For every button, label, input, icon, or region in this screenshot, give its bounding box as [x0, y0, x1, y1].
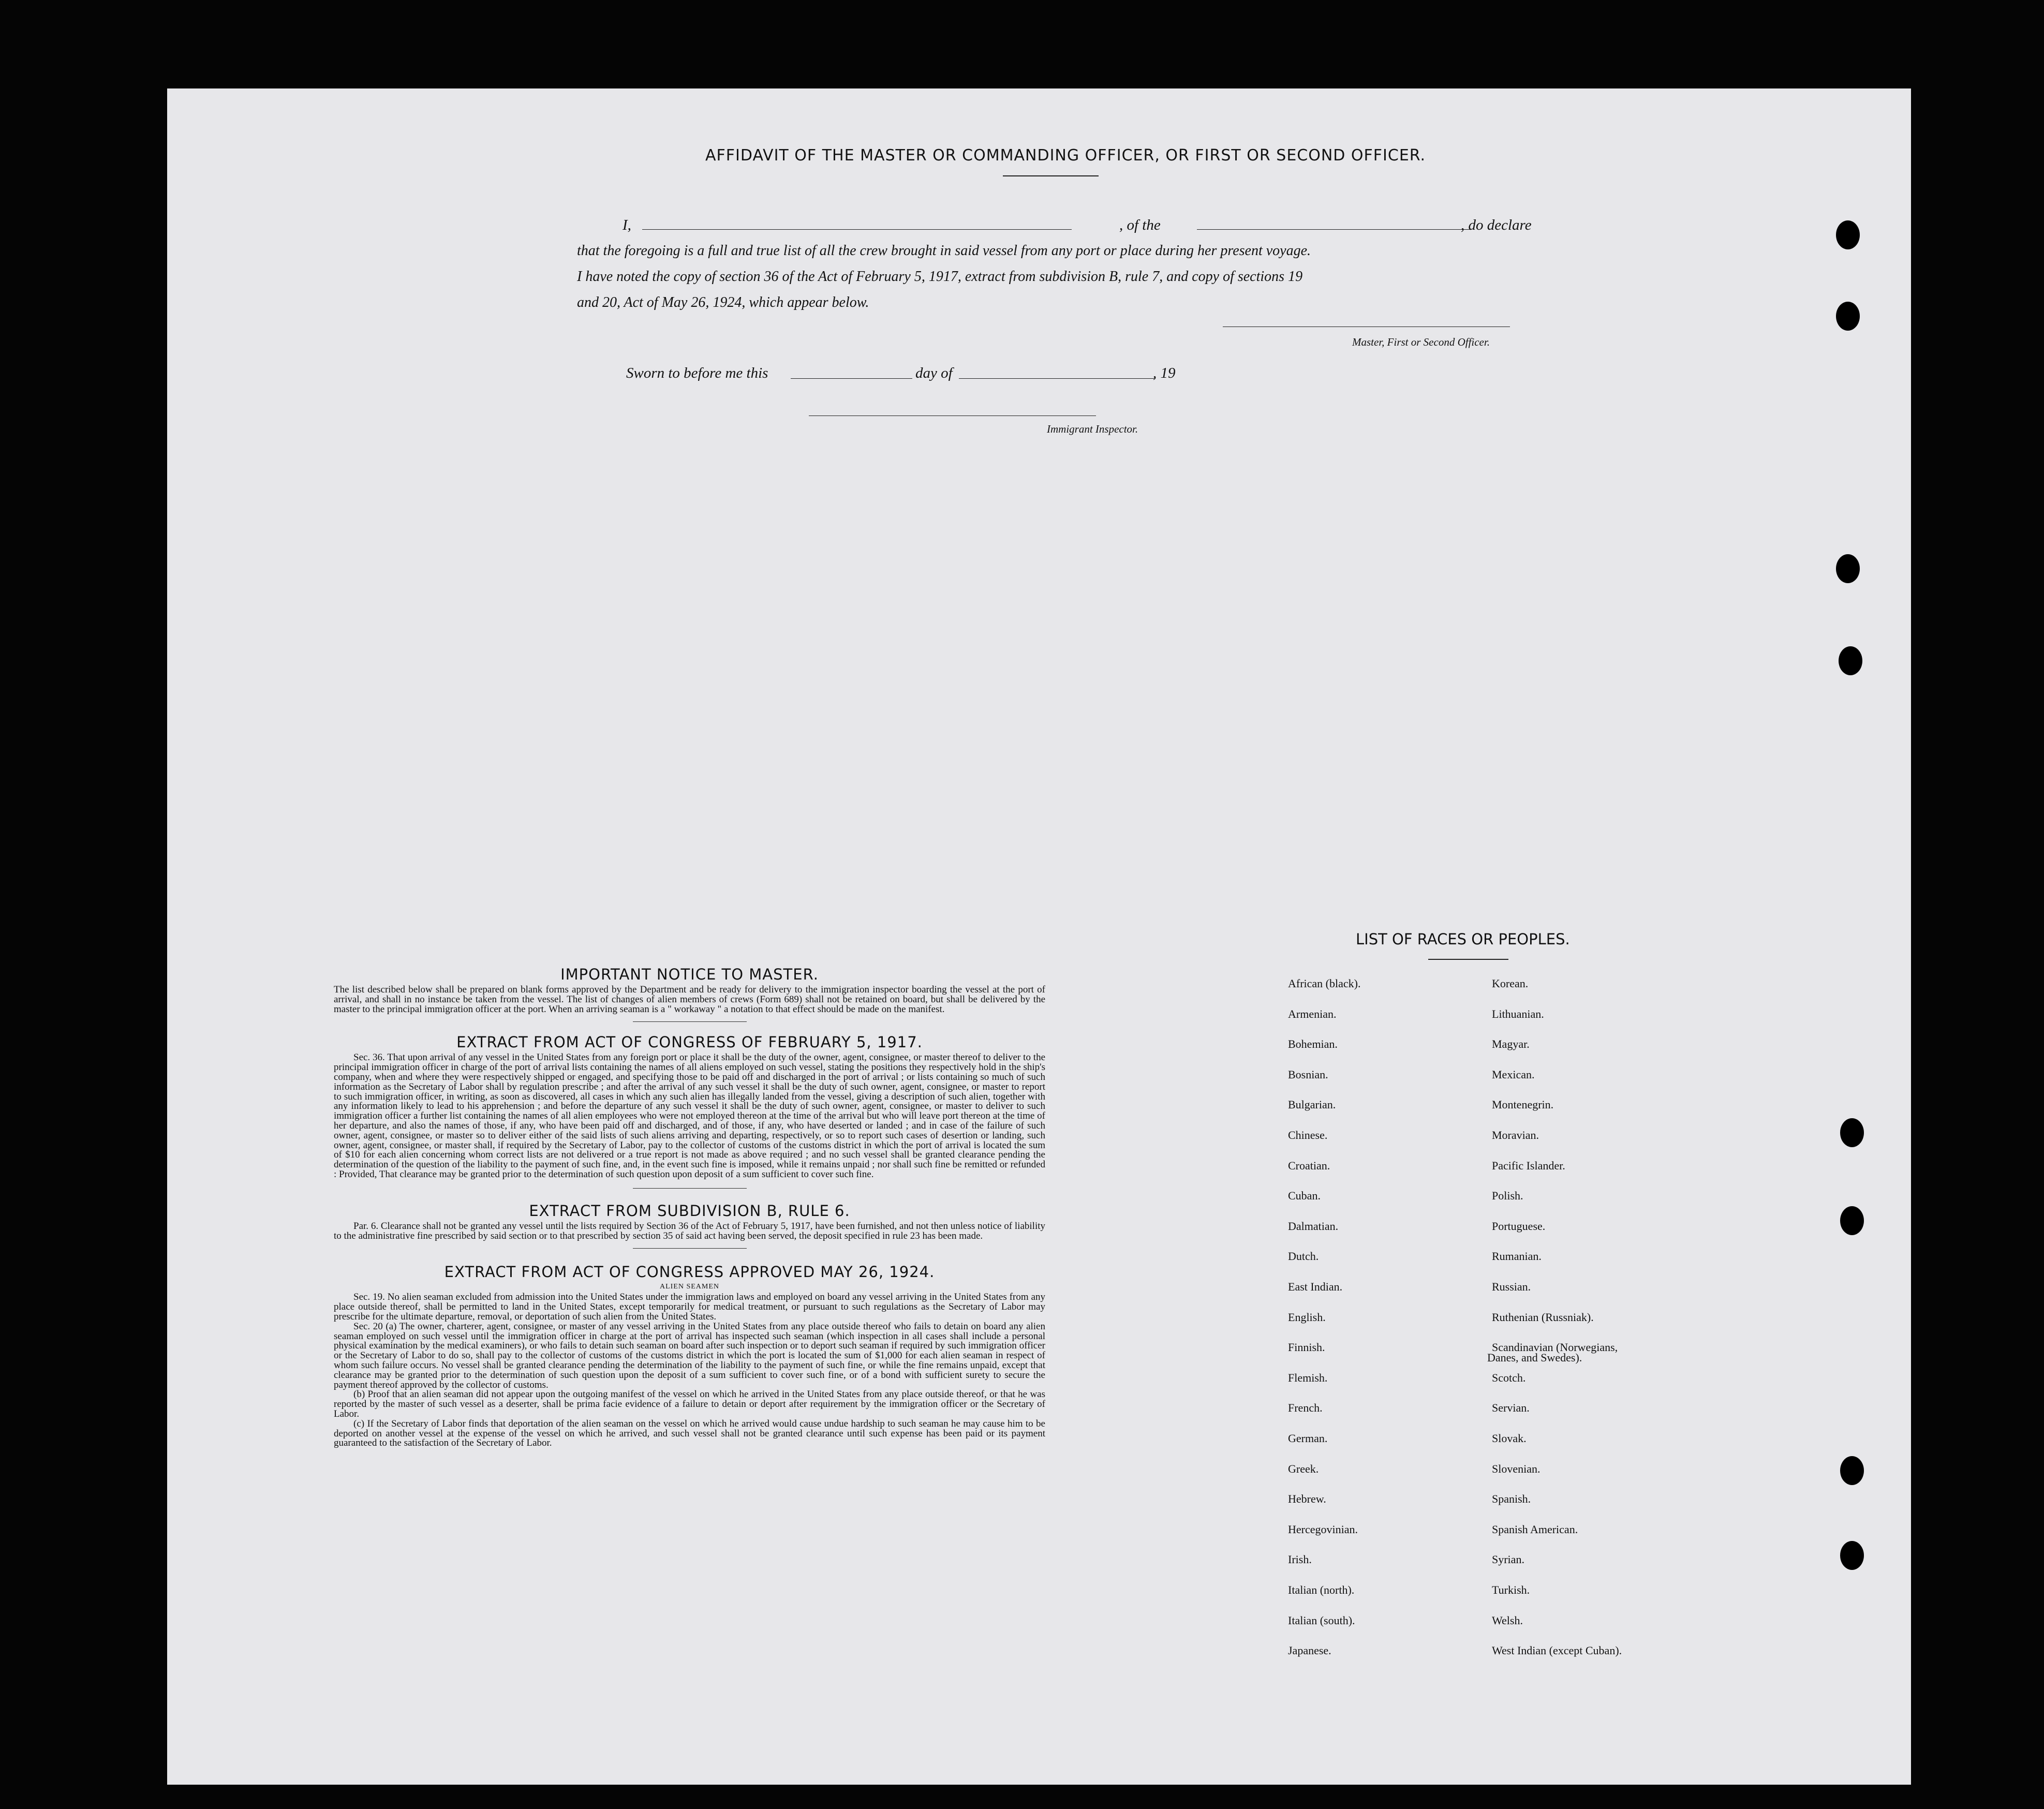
- race-item: Spanish American.: [1492, 1522, 1578, 1536]
- punch-hole: [1840, 1206, 1864, 1235]
- subdivision-b-title: EXTRACT FROM SUBDIVISION B, RULE 6.: [529, 1202, 850, 1220]
- races-title: LIST OF RACES OR PEOPLES.: [1356, 930, 1570, 948]
- day-of-text: day of: [915, 365, 953, 381]
- race-item: West Indian (except Cuban).: [1492, 1644, 1622, 1657]
- race-item: African (black).: [1288, 977, 1361, 990]
- race-item: Montenegrin.: [1492, 1098, 1554, 1111]
- punch-hole: [1839, 646, 1862, 675]
- race-scandinavian-continued: Danes, and Swedes).: [1487, 1351, 1582, 1364]
- race-item: Italian (south).: [1288, 1613, 1355, 1627]
- punch-hole: [1840, 1118, 1864, 1147]
- race-item: Rumanian.: [1492, 1250, 1542, 1263]
- affidavit-line-2: I have noted the copy of section 36 of the Act of February 5, 1917, extract from subdivision B, rule 7, and copy of sections 19: [577, 269, 1303, 285]
- sec-20c-text: (c) If the Secretary of Labor finds that deportation of the alien seaman on the vessel on which he arrived would cause undue hardship to such seaman he may cause him to be deported on another vessel at the expense of the vessel on which he arrived, and such vessel shall not be granted clearance until such expense has been paid or its payment guaranteed to the satisfaction of the Secretary of Labor.: [334, 1418, 1045, 1449]
- race-item: Dalmatian.: [1288, 1219, 1339, 1233]
- inspector-signature-label: Immigrant Inspector.: [1047, 423, 1138, 435]
- race-item: German.: [1288, 1432, 1328, 1445]
- punch-hole: [1836, 220, 1860, 249]
- race-item: Scandinavian (Norwegians,: [1492, 1341, 1618, 1354]
- master-signature-label: Master, First or Second Officer.: [1352, 336, 1490, 348]
- punch-hole: [1840, 1541, 1864, 1570]
- punch-hole: [1840, 1456, 1864, 1485]
- affidavit-do-declare: , do declare: [1461, 217, 1532, 233]
- affidavit-i: I,: [623, 217, 631, 233]
- race-item: English.: [1288, 1310, 1326, 1324]
- subdivision-b-text: Par. 6. Clearance shall not be granted any vessel until the lists required by Section 36 of the Act of February 5, 1917, have been furnished, and not then unless notice of liability to the administrative fine prescribed by said section or to that prescribed by section 35 of said act having been served, the deposit specified in rule 23 has been made.: [334, 1220, 1045, 1241]
- race-item: Flemish.: [1288, 1371, 1328, 1384]
- name-blank-line: [642, 229, 1072, 230]
- sworn-day-line: [791, 378, 912, 379]
- race-item: Russian.: [1492, 1280, 1531, 1293]
- document-page: [167, 88, 1911, 1785]
- races-title-underline: [1428, 959, 1508, 960]
- punch-hole: [1836, 302, 1860, 331]
- vessel-blank-line: [1197, 229, 1471, 230]
- race-item: Dutch.: [1288, 1250, 1319, 1263]
- sec-19-text: Sec. 19. No alien seaman excluded from admission into the United States under the immigration laws and employed on board any vessel arriving in the United States from any place outside thereof, shall be permitted to land in the United States, except temporarily for medical treatment, or pursuant to such regulations as the Secretary of Labor may prescribe for the ultimate departure, removal, or deportation of such alien from the United States.: [334, 1292, 1045, 1322]
- race-item: Syrian.: [1492, 1553, 1524, 1566]
- race-item: Finnish.: [1288, 1341, 1325, 1354]
- affidavit-of-the: , of the: [1119, 217, 1161, 233]
- affidavit-title: AFFIDAVIT OF THE MASTER OR COMMANDING OFFICER, OR FIRST OR SECOND OFFICER.: [705, 146, 1426, 165]
- race-item: Japanese.: [1288, 1644, 1331, 1657]
- race-item: French.: [1288, 1401, 1323, 1415]
- race-item: Chinese.: [1288, 1129, 1328, 1141]
- race-item: Bulgarian.: [1288, 1098, 1336, 1111]
- race-item: Welsh.: [1492, 1613, 1523, 1627]
- sec-20b-text: (b) Proof that an alien seaman did not appear upon the outgoing manifest of the vessel on which he arrived in the United States from any place outside thereof, or that he was reported by the master of such vessel as a deserter, shall be prima facie evidence of a failure to detain or deport after requirement by the immigration officer or the Secretary of Labor.: [334, 1389, 1045, 1419]
- notice-text: The list described below shall be prepared on blank forms approved by the Department and be ready for delivery to the immigration inspector boarding the vessel at the port of arrival, and shall in no instance be taken from the vessel. The list of changes of alien members of crews (Form 689) shall not be retained on board, but shall be delivered by the master to the principal immigration officer at the port. When an arriving seaman is a " workaway " a notation to that effect should be made on the manifest.: [334, 984, 1045, 1015]
- race-item: Bosnian.: [1288, 1067, 1328, 1081]
- race-item: Hebrew.: [1288, 1492, 1326, 1506]
- separator: [633, 1188, 747, 1189]
- race-item: East Indian.: [1288, 1280, 1343, 1293]
- affidavit-line-3: and 20, Act of May 26, 1924, which appear below.: [577, 294, 869, 310]
- sworn-month-line: [959, 378, 1156, 379]
- race-item: Lithuanian.: [1492, 1007, 1544, 1020]
- alien-seamen-subtitle: ALIEN SEAMEN: [659, 1283, 720, 1291]
- race-item: Bohemian.: [1288, 1037, 1338, 1051]
- race-item: Slovak.: [1492, 1432, 1527, 1445]
- extract-1917-title: EXTRACT FROM ACT OF CONGRESS OF FEBRUARY 5, 1917.: [456, 1033, 923, 1051]
- separator: [633, 1021, 747, 1022]
- race-item: Servian.: [1492, 1401, 1530, 1415]
- race-item: Mexican.: [1492, 1067, 1535, 1081]
- race-item: Ruthenian (Russniak).: [1492, 1310, 1594, 1324]
- race-item: Korean.: [1492, 977, 1529, 990]
- race-item: Pacific Islander.: [1492, 1159, 1565, 1172]
- notice-title: IMPORTANT NOTICE TO MASTER.: [560, 966, 819, 983]
- year-text: , 19: [1153, 365, 1176, 381]
- race-item: Greek.: [1288, 1462, 1319, 1475]
- extract-1917-text: Sec. 36. That upon arrival of any vessel in the United States from any foreign port or place it shall be the duty of the owner, agent, consignee, or master thereof to deliver to the principal immigration officer in charge of the port of arrival lists containing the names of all aliens employed on such vessel, stating the positions they respectively hold in the ship's company, when and where they were respectively shipped or engaged, and specifying those to be paid off and discharged in the port of arrival ; or lists containing so much of such information as the Secretary of Labor shall by regulation prescribe ; and after the arrival of any such vessel it shall be the duty of such owner, agent, consignee, or master to report to such immigration officer, in writing, as soon as discovered, all cases in which any such alien has illegally landed from the vessel, giving a description of such alien, together with any information likely to lead to his apprehension ; and before the departure of any such vessel it shall be the duty of such owner, agent, consignee, or master to deliver to such immigration officer a further list containing the names of all alien employees who were not employed thereon at the time of the arrival but who will leave port thereon at the time of her departure, and also the names of those, if any, who have been paid off and discharged, and of those, if any, who have deserted or landed ; and in case of the failure of such owner, agent, consignee, or master so to deliver either of the said lists of such aliens arriving and departing, respectively, or so to report such cases of desertion or landing, such owner, agent, consignee, or master shall, if required by the Secretary of Labor, pay to the collector of customs of the customs district in which the port of arrival is located the sum of $10 for each alien concerning whom correct lists are not delivered or a true report is not made as above required ; and no such vessel shall be granted clearance pending the determination of the question of the liability to the payment of such fine, and, in the event such fine is imposed, while it remains unpaid ; nor shall such fine be remitted or refunded : Provided, That clearance may be granted prior to the determination of such question upon deposit of a sum sufficient to cover such fine.: [334, 1052, 1045, 1180]
- race-item: Cuban.: [1288, 1189, 1321, 1203]
- legal-column: [334, 966, 1045, 1448]
- race-item: Armenian.: [1288, 1007, 1337, 1020]
- race-item: Spanish.: [1492, 1492, 1531, 1506]
- punch-hole: [1836, 554, 1860, 583]
- race-item: Polish.: [1492, 1189, 1523, 1203]
- race-item: Italian (north).: [1288, 1583, 1355, 1596]
- separator: [633, 1248, 747, 1249]
- race-item: Magyar.: [1492, 1037, 1530, 1051]
- race-item: Scotch.: [1492, 1371, 1526, 1384]
- title-underline: [1003, 175, 1099, 176]
- race-item: Turkish.: [1492, 1583, 1530, 1596]
- race-item: Moravian.: [1492, 1129, 1539, 1141]
- affidavit-line-1: that the foregoing is a full and true list of all the crew brought in said vessel from any port or place during her present voyage.: [577, 243, 1311, 259]
- race-item: Irish.: [1288, 1553, 1312, 1566]
- extract-1924-title: EXTRACT FROM ACT OF CONGRESS APPROVED MAY 26, 1924.: [444, 1263, 935, 1281]
- race-item: Croatian.: [1288, 1159, 1330, 1172]
- sec-20a-text: Sec. 20 (a) The owner, charterer, agent, consignee, or master of any vessel arriving in the United States from any place outside thereof who fails to detain on board any alien seaman employed on such vessel until the immigration officer in charge at the port of arrival has inspected such seaman (which inspection in all cases shall include a personal physical examination by the medical examiners), or who fails to detain such seaman on board after such inspection or to deport such seaman if required by such immigration officer or the Secretary of Labor to do so, shall pay to the collector of customs of the customs district in which the port is located the sum of $1,000 for each alien seaman in respect of whom such failure occurs. No vessel shall be granted clearance pending the determination of the liability to the payment of such fine, or while the fine remains unpaid, except that clearance may be granted prior to the determination of such question upon the deposit of a sum sufficient to cover such fine, or of a bond with sufficient surety to secure the payment thereof approved by the collector of customs.: [334, 1321, 1045, 1390]
- race-item: Hercegovinian.: [1288, 1522, 1358, 1536]
- sworn-text: Sworn to before me this: [626, 365, 768, 381]
- race-item: Portuguese.: [1492, 1219, 1546, 1233]
- race-item: Slovenian.: [1492, 1462, 1541, 1475]
